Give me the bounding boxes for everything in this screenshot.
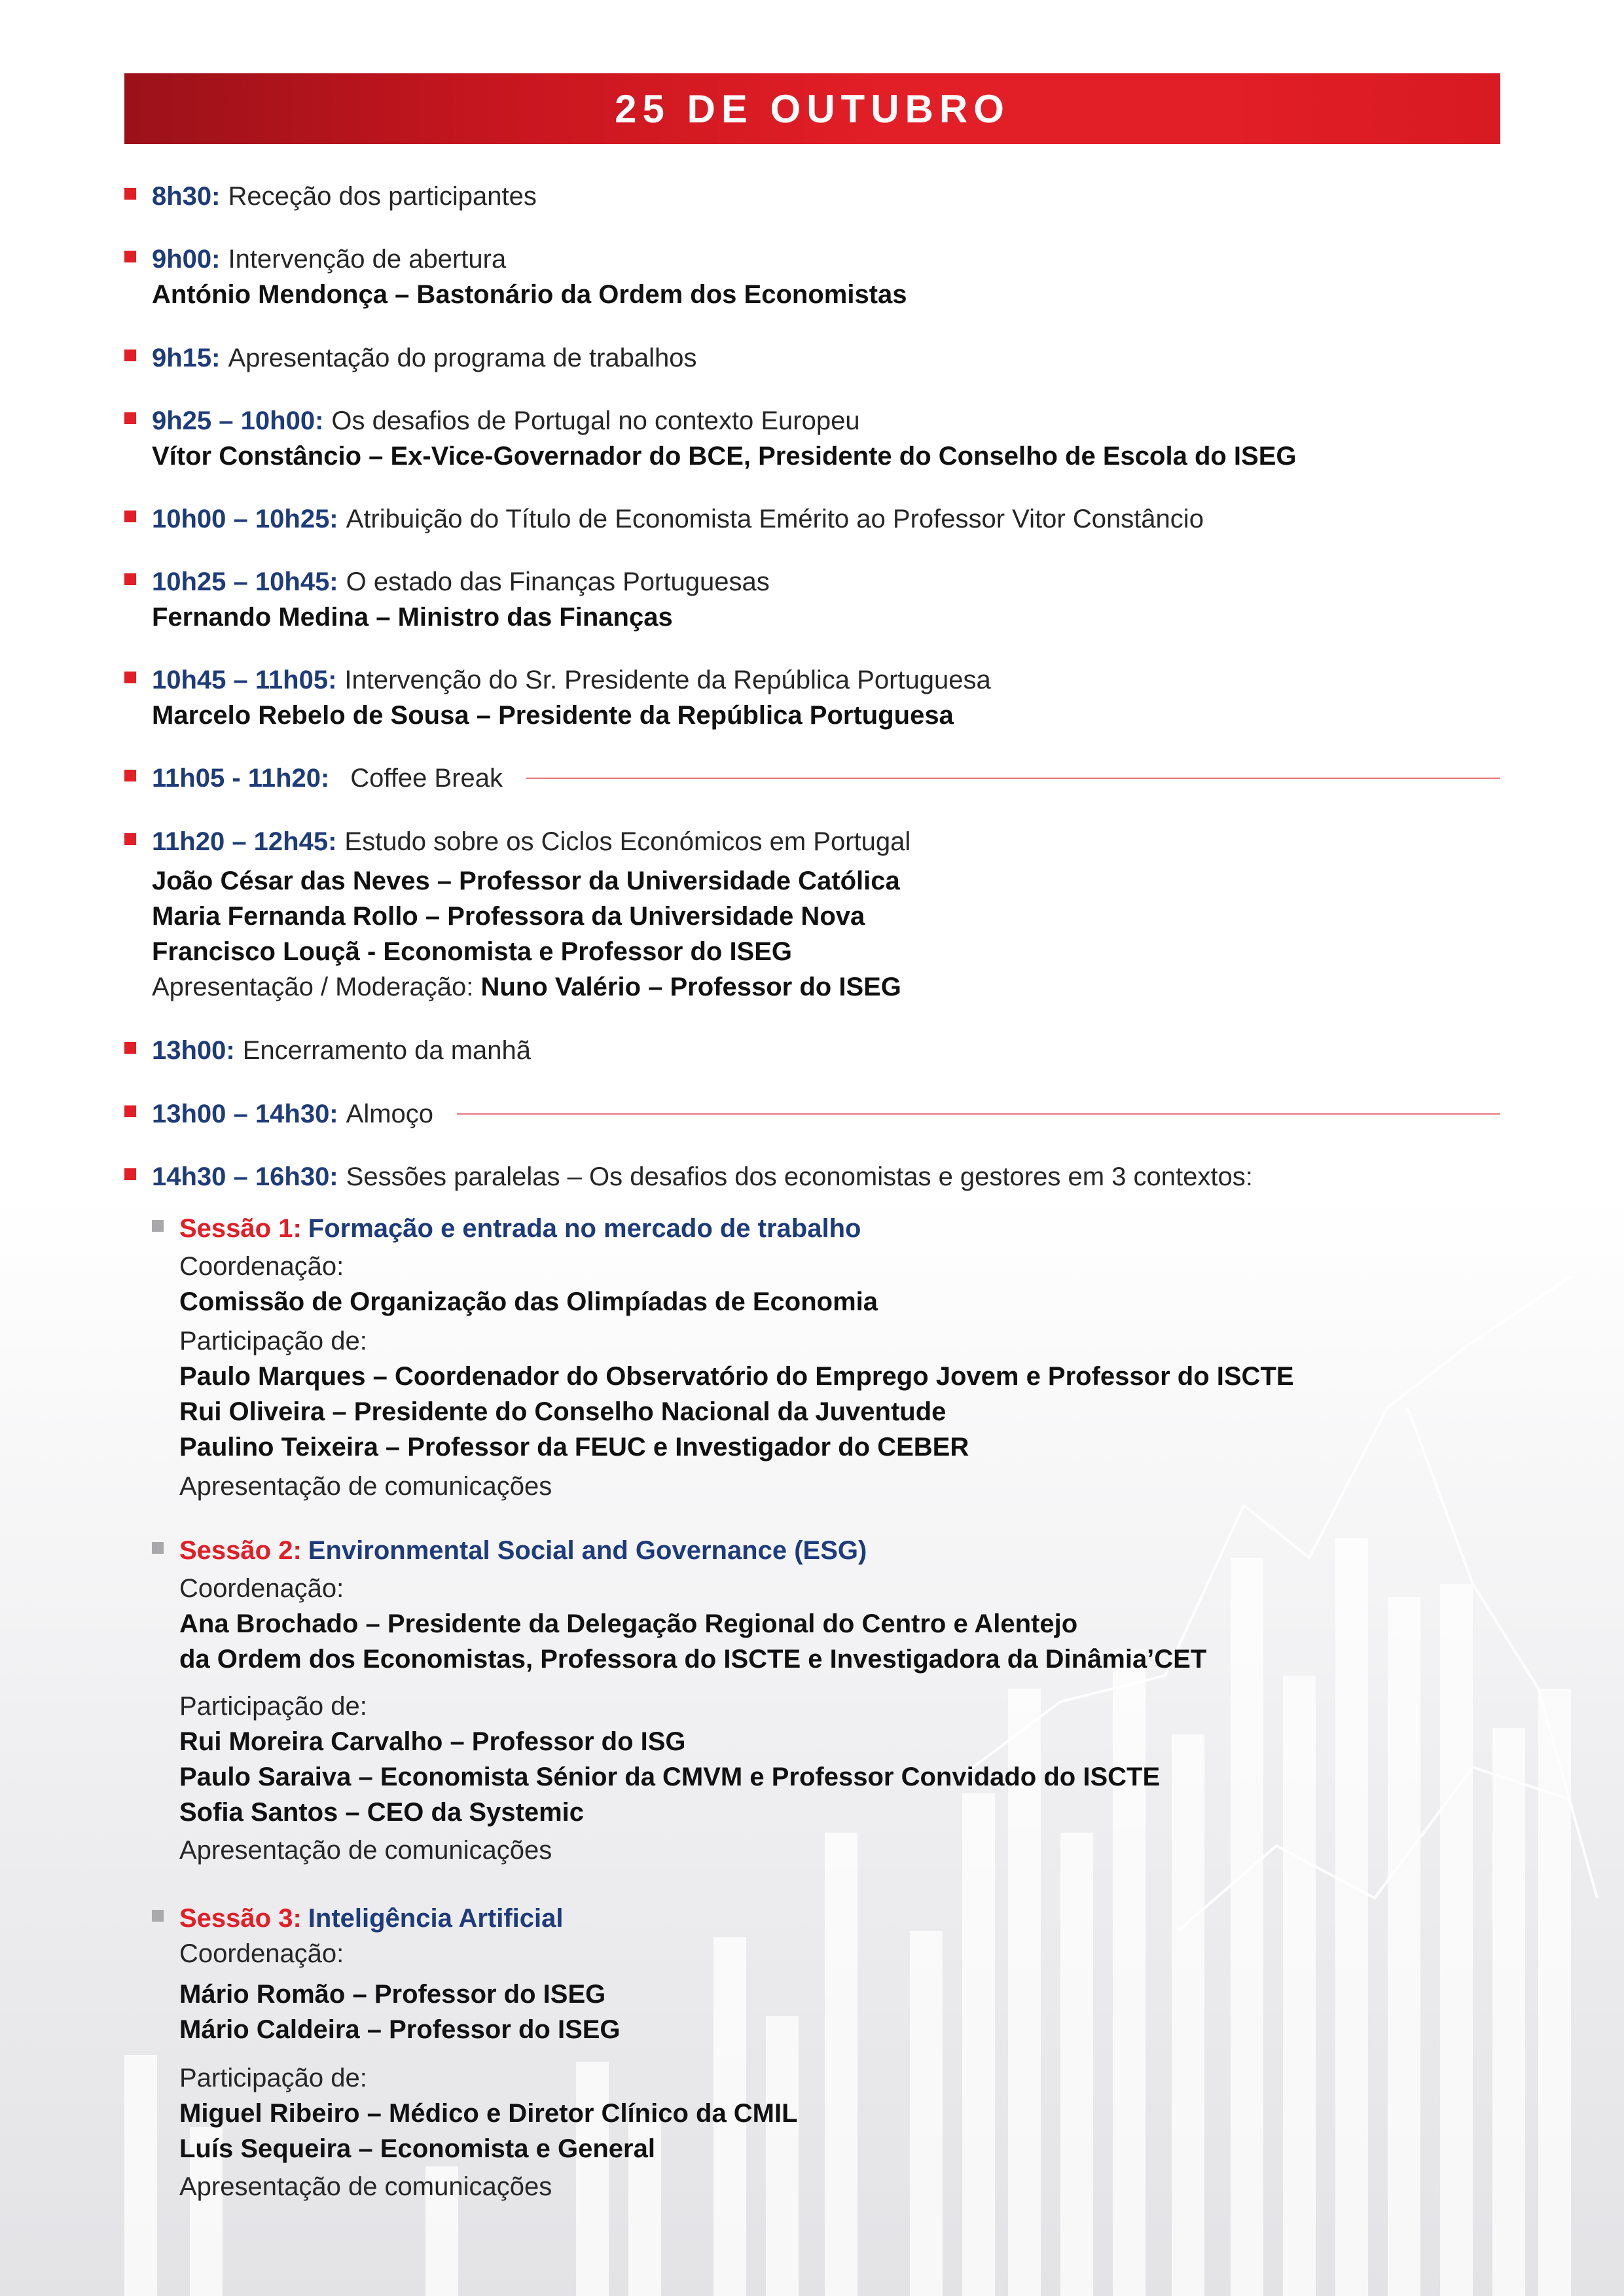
- divider-line: [457, 1113, 1500, 1115]
- agenda-item-morning-close: [152, 1033, 1500, 1068]
- communications-note: Apresentação de comunicações: [179, 2172, 552, 2201]
- session-title: Environmental Social and Governance (ESG): [308, 1536, 867, 1565]
- agenda-item-award: [152, 501, 1500, 537]
- item-speaker: Fernando Medina – Ministro das Finanças: [152, 603, 673, 632]
- communications-note: Apresentação de comunicações: [179, 1472, 552, 1501]
- item-description: Almoço: [346, 1100, 434, 1128]
- item-time: 9h15:: [152, 344, 221, 372]
- square-bullet-icon: [124, 672, 136, 683]
- session-3: [179, 1901, 1500, 2204]
- item-description: Intervenção do Sr. Presidente da República Portuguesa: [344, 666, 991, 694]
- square-bullet-icon: [124, 1168, 136, 1180]
- item-time: 11h05 - 11h20:: [152, 764, 330, 793]
- agenda-item-program: [152, 340, 1500, 376]
- square-bullet-icon: [124, 412, 136, 424]
- item-speaker: Maria Fernanda Rollo – Professora da Universidade Nova: [152, 902, 865, 931]
- item-time: 10h45 – 11h05:: [152, 666, 337, 694]
- banner-title: 25 DE OUTUBRO: [615, 86, 1010, 131]
- item-description: Coffee Break: [350, 764, 503, 793]
- item-description: Atribuição do Título de Economista Emérito ao Professor Vitor Constâncio: [346, 505, 1204, 533]
- agenda-item-president: [152, 662, 1500, 733]
- agenda-item-cycles: [152, 824, 1500, 1005]
- item-speaker: Francisco Louçã - Economista e Professor do ISEG: [152, 937, 793, 966]
- square-bullet-icon: [124, 1105, 136, 1117]
- item-time: 8h30:: [152, 182, 221, 211]
- item-time: 14h30 – 16h30:: [152, 1162, 338, 1191]
- item-time: 11h20 – 12h45:: [152, 827, 337, 856]
- participant: Paulo Marques – Coordenador do Observatório do Emprego Jovem e Professor do ISCTE: [179, 1362, 1294, 1391]
- item-description: Receção dos participantes: [228, 182, 537, 211]
- session-label: Sessão 1:: [179, 1214, 302, 1243]
- divider-line: [526, 778, 1500, 779]
- item-speaker: João César das Neves – Professor da Universidade Católica: [152, 867, 900, 895]
- participation-label: Participação de:: [179, 1692, 367, 1721]
- coordination-label: Coordenação:: [179, 1252, 344, 1281]
- item-speaker: Marcelo Rebelo de Sousa – Presidente da República Portuguesa: [152, 701, 954, 730]
- session-title: Formação e entrada no mercado de trabalho: [308, 1214, 861, 1243]
- moderator-name: Nuno Valério – Professor do ISEG: [480, 973, 901, 1001]
- participant: Rui Moreira Carvalho – Professor do ISG: [179, 1727, 686, 1756]
- item-time: 13h00 – 14h30:: [152, 1100, 338, 1128]
- item-description: Estudo sobre os Ciclos Económicos em Portugal: [344, 827, 911, 856]
- participant: Sofia Santos – CEO da Systemic: [179, 1798, 584, 1827]
- coordinator: da Ordem dos Economistas, Professora do ISCTE e Investigadora da Dinâmia’CET: [179, 1645, 1207, 1674]
- coordinator: Mário Romão – Professor do ISEG: [179, 1980, 606, 2009]
- participation-label: Participação de:: [179, 1327, 367, 1355]
- coordinator: Ana Brochado – Presidente da Delegação Regional do Centro e Alentejo: [179, 1609, 1078, 1638]
- item-time: 10h00 – 10h25:: [152, 505, 338, 533]
- coordination-label: Coordenação:: [179, 1574, 344, 1603]
- item-description: Intervenção de abertura: [228, 245, 507, 274]
- participant: Paulino Teixeira – Professor da FEUC e Investigador do CEBER: [179, 1433, 969, 1462]
- square-bullet-icon: [124, 770, 136, 781]
- session-label: Sessão 3:: [179, 1904, 302, 1933]
- item-time: 9h00:: [152, 245, 221, 274]
- agenda-item-challenges: [152, 403, 1500, 474]
- date-banner: [124, 73, 1500, 144]
- participant: Miguel Ribeiro – Médico e Diretor Clínico da CMIL: [179, 2099, 798, 2128]
- item-description: Sessões paralelas – Os desafios dos economistas e gestores em 3 contextos:: [346, 1162, 1253, 1191]
- coordinator: Mário Caldeira – Professor do ISEG: [179, 2015, 621, 2044]
- square-bullet-icon: [124, 833, 136, 845]
- item-time: 9h25 – 10h00:: [152, 406, 324, 435]
- agenda-item-reception: [152, 179, 1500, 214]
- participation-label: Participação de:: [179, 2064, 367, 2092]
- participant: Rui Oliveira – Presidente do Conselho Nacional da Juventude: [179, 1397, 947, 1426]
- agenda-item-finances: [152, 564, 1500, 635]
- session-title: Inteligência Artificial: [308, 1904, 564, 1933]
- square-bullet-icon: [124, 573, 136, 585]
- square-bullet-icon: [124, 511, 136, 522]
- session-label: Sessão 2:: [179, 1536, 302, 1565]
- item-description: Os desafios de Portugal no contexto Europeu: [331, 406, 860, 435]
- coordinator: Comissão de Organização das Olimpíadas de Economia: [179, 1287, 878, 1316]
- square-bullet-icon: [152, 1542, 164, 1554]
- agenda-item-opening: [152, 242, 1500, 312]
- item-time: 13h00:: [152, 1036, 235, 1065]
- item-speaker: António Mendonça – Bastonário da Ordem dos Economistas: [152, 280, 907, 309]
- agenda-item-parallel-sessions: [152, 1159, 1500, 1194]
- item-description: O estado das Finanças Portuguesas: [346, 567, 770, 596]
- square-bullet-icon: [124, 1042, 136, 1054]
- square-bullet-icon: [152, 1910, 164, 1922]
- session-2: [179, 1533, 1500, 1868]
- communications-note: Apresentação de comunicações: [179, 1836, 552, 1865]
- item-description: Encerramento da manhã: [242, 1036, 532, 1065]
- square-bullet-icon: [124, 350, 136, 361]
- agenda-item-coffee-break: [152, 761, 1500, 796]
- session-1: [179, 1211, 1500, 1504]
- square-bullet-icon: [124, 188, 136, 200]
- item-speaker: Vítor Constâncio – Ex-Vice-Governador do BCE, Presidente do Conselho de Escola do ISEG: [152, 442, 1297, 471]
- coordination-label: Coordenação:: [179, 1939, 344, 1968]
- participant: Luís Sequeira – Economista e General: [179, 2134, 655, 2163]
- square-bullet-icon: [152, 1220, 164, 1232]
- participant: Paulo Saraiva – Economista Sénior da CMVM e Professor Convidado do ISCTE: [179, 1763, 1161, 1791]
- item-description: Apresentação do programa de trabalhos: [228, 344, 697, 372]
- moderation-label: Apresentação / Moderação:: [152, 973, 474, 1001]
- agenda-item-lunch: [152, 1096, 1500, 1132]
- square-bullet-icon: [124, 251, 136, 262]
- item-time: 10h25 – 10h45:: [152, 567, 338, 596]
